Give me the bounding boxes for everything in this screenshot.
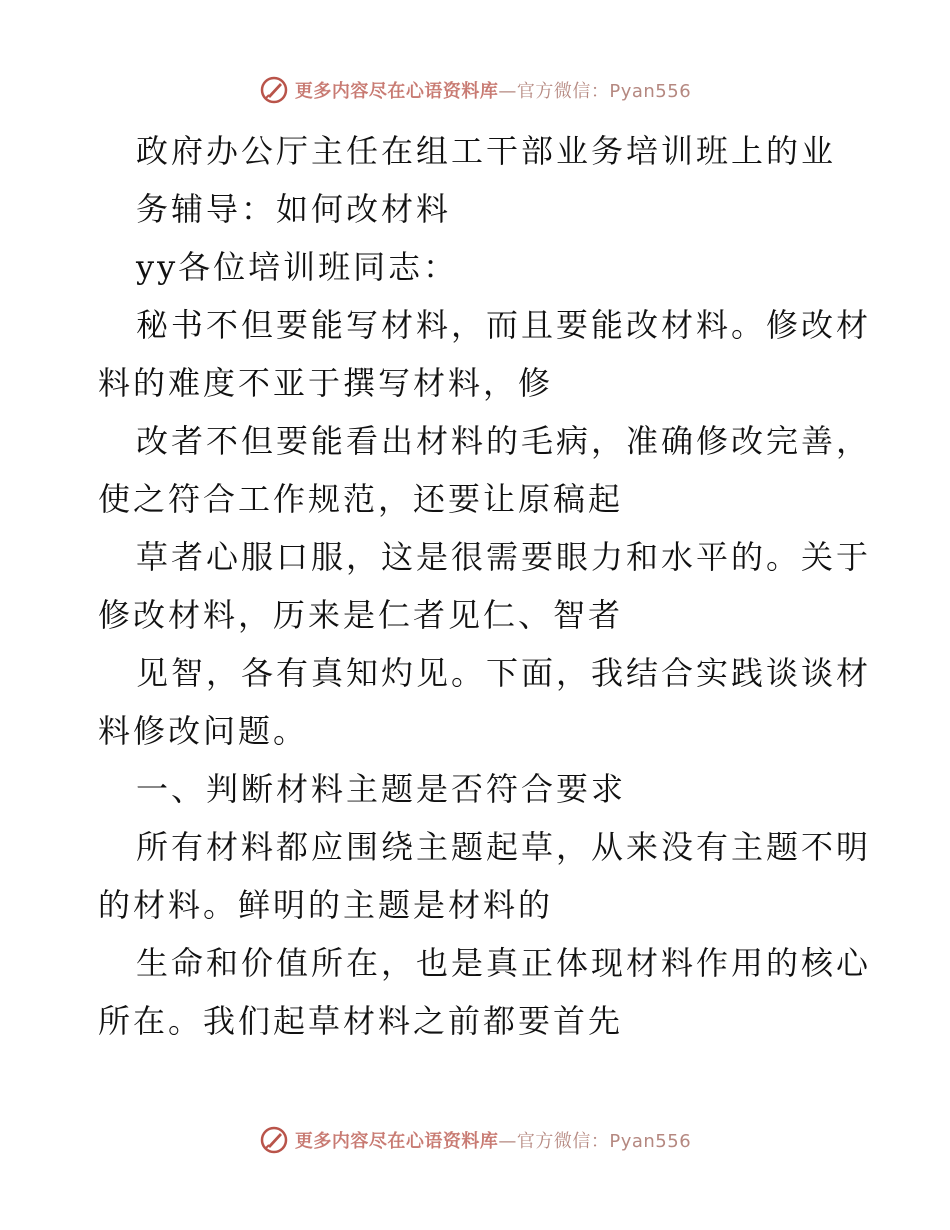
quill-seal-icon: [259, 75, 289, 105]
document-body: [98, 122, 872, 1050]
quill-seal-icon: [259, 1125, 289, 1155]
paragraph-line: 料的难度不亚于撰写材料，修: [98, 364, 554, 402]
title-line-2: 务辅导：如何改材料: [136, 190, 452, 228]
title-line-1: 政府办公厅主任在组工干部业务培训班上的业: [136, 132, 837, 170]
paragraph-line: 所有材料都应围绕主题起草，从来没有主题不明: [136, 828, 872, 866]
section-heading: 一、判断材料主题是否符合要求: [136, 770, 627, 808]
footer-banner: [0, 1120, 950, 1160]
paragraph-line: 使之符合工作规范，还要让原稿起: [98, 480, 624, 518]
banner-text: 更多内容尽在心语资料库—官方微信：Pyan556: [294, 1131, 692, 1152]
paragraph-line: 秘书不但要能写材料，而且要能改材料。修改材: [136, 306, 872, 344]
paragraph-line: 改者不但要能看出材料的毛病，准确修改完善，: [136, 422, 872, 460]
paragraph-line: 所在。我们起草材料之前都要首先: [98, 1002, 624, 1040]
banner-text: 更多内容尽在心语资料库—官方微信：Pyan556: [294, 81, 692, 102]
paragraph-line: 草者心服口服，这是很需要眼力和水平的。关于: [136, 538, 872, 576]
paragraph-line: 生命和价值所在，也是真正体现材料作用的核心: [136, 944, 872, 982]
paragraph-line: 见智，各有真知灼见。下面，我结合实践谈谈材: [136, 654, 872, 692]
salutation: yy各位培训班同志：: [136, 248, 459, 286]
paragraph-line: 料修改问题。: [98, 712, 309, 750]
header-banner: [0, 70, 950, 110]
paragraph-line: 修改材料，历来是仁者见仁、智者: [98, 596, 624, 634]
paragraph-line: 的材料。鲜明的主题是材料的: [98, 886, 554, 924]
